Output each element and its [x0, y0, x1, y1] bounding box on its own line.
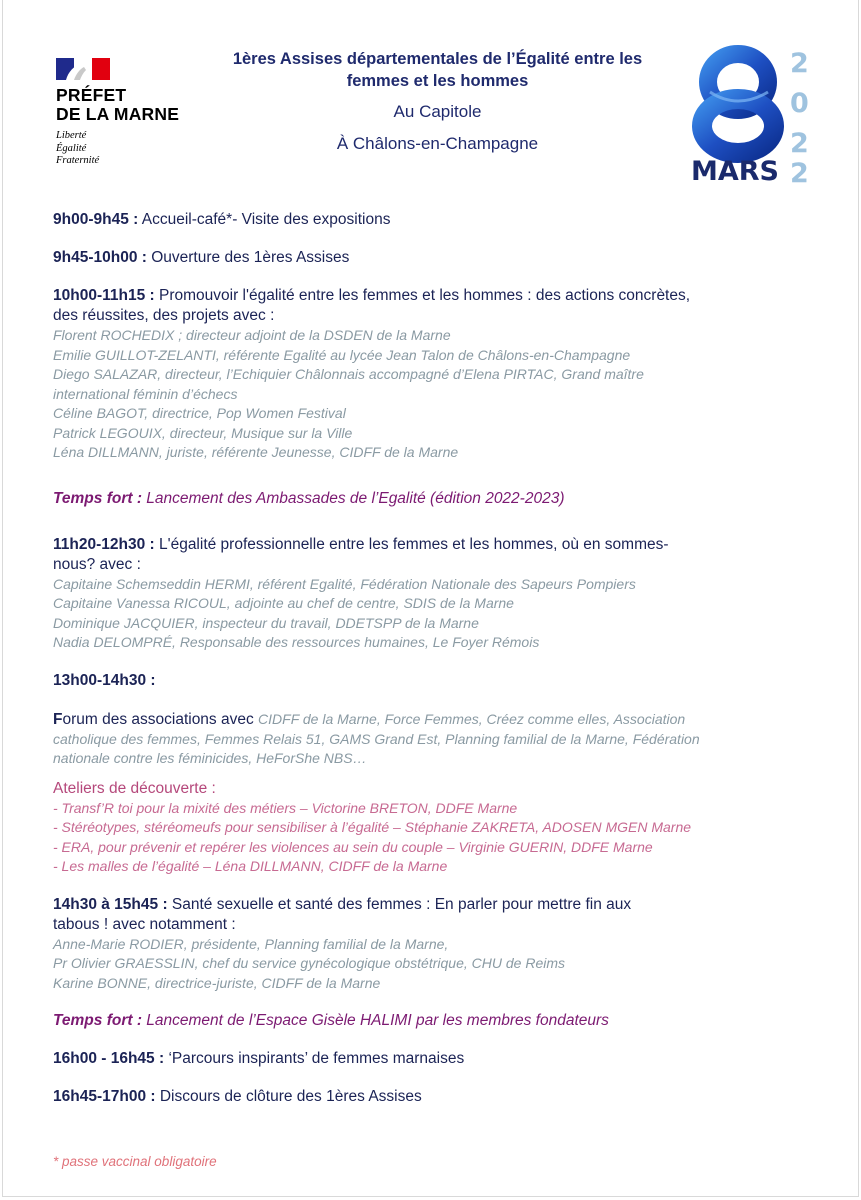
speaker: Emilie GUILLOT-ZELANTI, référente Egalité au lycée Jean Talon de Châlons-en-Champagne — [53, 346, 631, 363]
speaker: Florent ROCHEDIX ; directeur adjoint de la DSDEN de la Marne — [53, 327, 451, 343]
speaker: international féminin d’échecs — [53, 385, 238, 402]
program — [53, 210, 833, 1107]
event-venue: Au Capitole — [393, 102, 482, 121]
forum-associations-line-1: CIDFF de la Marne, Force Femmes, Créez comme elles, Association — [258, 710, 686, 727]
session-time: 13h00-14h30 : — [53, 671, 156, 689]
session-promouvoir — [53, 286, 833, 463]
session-sante — [53, 895, 833, 994]
atelier-item: - Les malles de l’égalité – Léna DILLMANN, CIDFF de la Marne — [53, 858, 448, 874]
ateliers-heading: Ateliers de découverte : — [53, 779, 216, 797]
session-text: ‘Parcours inspirants’ de femmes marnaises — [164, 1050, 465, 1067]
date-badge — [688, 42, 818, 192]
session-parcours — [53, 1049, 833, 1069]
temps-fort-label: Temps fort : — [53, 1012, 142, 1029]
session-accueil — [53, 210, 833, 230]
temps-fort-halimi — [53, 1011, 833, 1031]
motto-liberte: Liberté — [56, 130, 87, 141]
footnote-vaccine-pass: * passe vaccinal obligatoire — [53, 1154, 217, 1169]
atelier-item: - Transf’R toi pour la mixité des métiers – Victorine BRETON, DDFE Marne — [53, 799, 518, 816]
speaker: Léna DILLMANN, juriste, référente Jeunesse, CIDFF de la Marne — [53, 444, 459, 460]
session-forum — [53, 671, 833, 877]
speaker: Dominique JACQUIER, inspecteur du travail, DDETSPP de la Marne — [53, 614, 479, 631]
event-city: À Châlons-en-Champagne — [336, 134, 539, 153]
session-text-line-2: tabous ! avec notamment : — [53, 915, 236, 933]
forum-text: orum des associations avec — [62, 710, 259, 728]
speaker: Patrick LEGOUIX, directeur, Musique sur la Ville — [53, 424, 353, 441]
motto-fraternite: Fraternité — [56, 155, 100, 166]
session-text-line-1: Promouvoir l'égalité entre les femmes et les hommes : des actions concrètes, — [154, 287, 691, 304]
speaker: Céline BAGOT, directrice, Pop Women Festival — [53, 405, 346, 421]
prefet-line-2: DE LA MARNE — [56, 104, 180, 124]
atelier-item: - ERA, pour prévenir et repérer les violences au sein du couple – Virginie GUERIN, DDFE Marne — [53, 838, 653, 855]
speaker: Anne-Marie RODIER, présidente, Planning familial de la Marne, — [53, 935, 449, 952]
session-time: 16h00 - 16h45 : — [53, 1050, 165, 1067]
session-time: 9h00-9h45 : — [53, 211, 139, 228]
session-time: 11h20-12h30 : — [53, 535, 155, 553]
session-time: 16h45-17h00 : — [53, 1088, 156, 1105]
session-time: 14h30 à 15h45 : — [53, 895, 168, 913]
session-text-line-2: nous? avec : — [53, 555, 141, 573]
event-header — [190, 48, 685, 155]
forum-associations-line-2: catholique des femmes, Femmes Relais 51, GAMS Grand Est, Planning familial de la Marne, Fédération — [53, 730, 700, 747]
badge-year-digit-3: 2 — [790, 128, 809, 159]
atelier-item: - Stéréotypes, stéréomeufs pour sensibiliser à l’égalité – Stéphanie ZAKRETA, ADOSEN MGEN Marne — [53, 819, 692, 835]
speaker: Capitaine Schemseddin HERMI, référent Egalité, Fédération Nationale des Sapeurs Pompiers — [53, 575, 636, 592]
session-egalite-pro — [53, 535, 833, 653]
badge-year-digit-1: 2 — [790, 48, 809, 79]
speaker: Nadia DELOMPRÉ, Responsable des ressources humaines, Le Foyer Rémois — [53, 634, 540, 650]
event-title-line-1: 1ères Assises départementales de l’Égalité entre les — [232, 50, 643, 68]
session-text: Accueil-café*- Visite des expositions — [138, 211, 391, 228]
temps-fort-text: Lancement de l’Espace Gisèle HALIMI par les membres fondateurs — [141, 1012, 609, 1029]
event-title-line-2: femmes et les hommes — [346, 72, 529, 90]
speaker: Capitaine Vanessa RICOUL, adjointe au chef de centre, SDIS de la Marne — [53, 595, 514, 611]
brush-eight-icon — [702, 54, 774, 153]
session-text: Ouverture des 1ères Assises — [146, 249, 350, 266]
badge-year-digit-2: 0 — [790, 88, 809, 119]
speaker: Karine BONNE, directrice-juriste, CIDFF de la Marne — [53, 974, 381, 991]
marianne-flag-icon — [56, 58, 110, 80]
temps-fort-text: Lancement des Ambassades de l’Egalité (édition 2022-2023) — [141, 489, 565, 507]
motto-egalite: Égalité — [56, 142, 87, 154]
forum-initial: F — [53, 710, 63, 728]
session-text: Discours de clôture des 1ères Assises — [155, 1088, 422, 1105]
badge-year-digit-4: 2 — [790, 158, 809, 189]
session-time: 9h45-10h00 : — [53, 249, 147, 266]
badge-month: MARS — [691, 156, 780, 187]
session-ouverture — [53, 248, 833, 268]
session-text-line-2: des réussites, des projets avec : — [53, 307, 275, 324]
session-cloture — [53, 1087, 833, 1107]
speaker: Diego SALAZAR, directeur, l’Echiquier Châlonnais accompagné d’Elena PIRTAC, Grand maître — [53, 366, 644, 382]
temps-fort-ambassades — [53, 489, 833, 509]
session-text-line-1: Santé sexuelle et santé des femmes : En parler pour mettre fin aux — [167, 895, 632, 913]
temps-fort-label: Temps fort : — [53, 489, 142, 507]
speaker: Pr Olivier GRAESSLIN, chef du service gynécologique obstétrique, CHU de Reims — [53, 955, 565, 971]
session-time: 10h00-11h15 : — [53, 287, 155, 304]
session-text-line-1: L'égalité professionnelle entre les femmes et les hommes, où en sommes- — [154, 535, 669, 553]
prefet-line-1: PRÉFET — [56, 85, 127, 105]
forum-associations-line-3: nationale contre les féminicides, HeForShe NBS… — [53, 750, 367, 766]
